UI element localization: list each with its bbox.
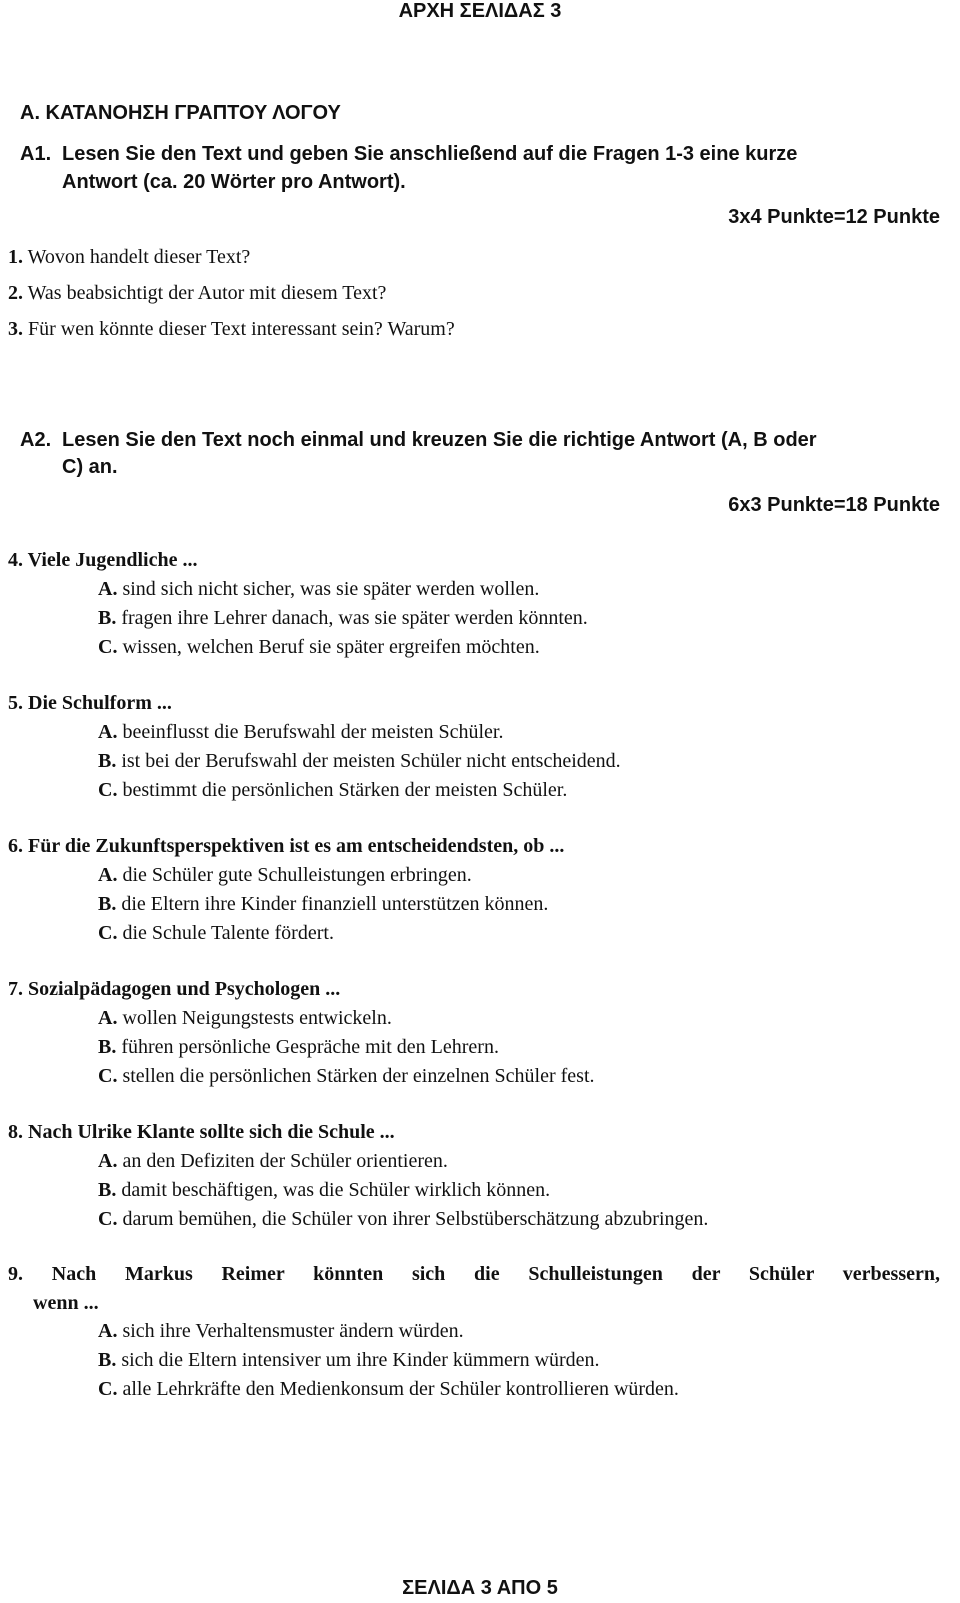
item-4-option-b: B. fragen ihre Lehrer danach, was sie später werden könnten. xyxy=(98,607,588,629)
item-7-option-a: A. wollen Neigungstests entwickeln. xyxy=(98,1007,392,1029)
a1-instruction-line1: Lesen Sie den Text und geben Sie anschließend auf die Fragen 1-3 eine kurze xyxy=(62,143,798,165)
item-4-option-a: A. sind sich nicht sicher, was sie später werden wollen. xyxy=(98,578,540,600)
item-9-stem-continued: wenn ... xyxy=(33,1292,99,1314)
question-number: 2. xyxy=(8,282,23,304)
a1-instruction-line2: Antwort (ca. 20 Wörter pro Antwort). xyxy=(62,171,406,193)
item-5-stem: 5. Die Schulform ... xyxy=(8,692,172,714)
item-9-option-a: A. sich ihre Verhaltensmuster ändern würden. xyxy=(98,1320,464,1342)
question-text: Was beabsichtigt der Autor mit diesem Text? xyxy=(23,282,387,304)
a1-question-2 xyxy=(8,282,386,305)
a1-question-1 xyxy=(8,246,250,269)
item-7-option-b: B. führen persönliche Gespräche mit den Lehrern. xyxy=(98,1036,499,1058)
item-7-option-c: C. stellen die persönlichen Stärken der einzelnen Schüler fest. xyxy=(98,1065,595,1087)
item-9-option-b: B. sich die Eltern intensiver um ihre Kinder kümmern würden. xyxy=(98,1349,600,1371)
question-text: Für wen könnte dieser Text interessant sein? Warum? xyxy=(23,318,455,340)
question-number: 1. xyxy=(8,246,23,268)
a2-instruction-line1: Lesen Sie den Text noch einmal und kreuzen Sie die richtige Antwort (A, B oder xyxy=(62,429,817,451)
a2-number: A2. xyxy=(20,429,52,451)
a2-points: 6x3 Punkte=18 Punkte xyxy=(728,494,940,516)
item-4-option-c: C. wissen, welchen Beruf sie später ergreifen möchten. xyxy=(98,636,540,658)
a1-number: A1. xyxy=(20,143,52,165)
item-6-stem: 6. Für die Zukunftsperspektiven ist es am entscheidendsten, ob ... xyxy=(8,835,565,857)
item-5-option-a: A. beeinflusst die Berufswahl der meisten Schüler. xyxy=(98,721,504,743)
question-text: Wovon handelt dieser Text? xyxy=(23,246,251,268)
item-8-option-b: B. damit beschäftigen, was die Schüler wirklich können. xyxy=(98,1179,551,1201)
page-header: ΑΡΧΗ ΣΕΛΙΔΑΣ 3 xyxy=(398,0,562,22)
item-5-option-b: B. ist bei der Berufswahl der meisten Schüler nicht entscheidend. xyxy=(98,750,621,772)
a1-question-3 xyxy=(8,318,455,341)
item-8-option-c: C. darum bemühen, die Schüler von ihrer Selbstüberschätzung abzubringen. xyxy=(98,1208,709,1230)
item-6-option-c: C. die Schule Talente fördert. xyxy=(98,922,334,944)
section-title: A. ΚΑΤΑΝΟΗΣΗ ΓΡΑΠΤΟΥ ΛΟΓΟΥ xyxy=(20,102,341,124)
item-4-stem: 4. Viele Jugendliche ... xyxy=(8,549,198,571)
item-6-option-b: B. die Eltern ihre Kinder finanziell unterstützen können. xyxy=(98,893,549,915)
page-footer: ΣΕΛΙΔΑ 3 ΑΠΟ 5 xyxy=(402,1577,558,1599)
item-9-stem: 9. Nach Markus Reimer könnten sich die Schulleistungen der Schüler verbessern, xyxy=(8,1263,940,1285)
a1-points: 3x4 Punkte=12 Punkte xyxy=(728,206,940,228)
item-8-stem: 8. Nach Ulrike Klante sollte sich die Schule ... xyxy=(8,1121,395,1143)
question-number: 3. xyxy=(8,318,23,340)
item-5-option-c: C. bestimmt die persönlichen Stärken der meisten Schüler. xyxy=(98,779,568,801)
item-9-option-c: C. alle Lehrkräfte den Medienkonsum der Schüler kontrollieren würden. xyxy=(98,1378,679,1400)
a2-instruction-line2: C) an. xyxy=(62,456,118,478)
item-8-option-a: A. an den Defiziten der Schüler orientieren. xyxy=(98,1150,448,1172)
item-7-stem: 7. Sozialpädagogen und Psychologen ... xyxy=(8,978,341,1000)
item-6-option-a: A. die Schüler gute Schulleistungen erbringen. xyxy=(98,864,472,886)
